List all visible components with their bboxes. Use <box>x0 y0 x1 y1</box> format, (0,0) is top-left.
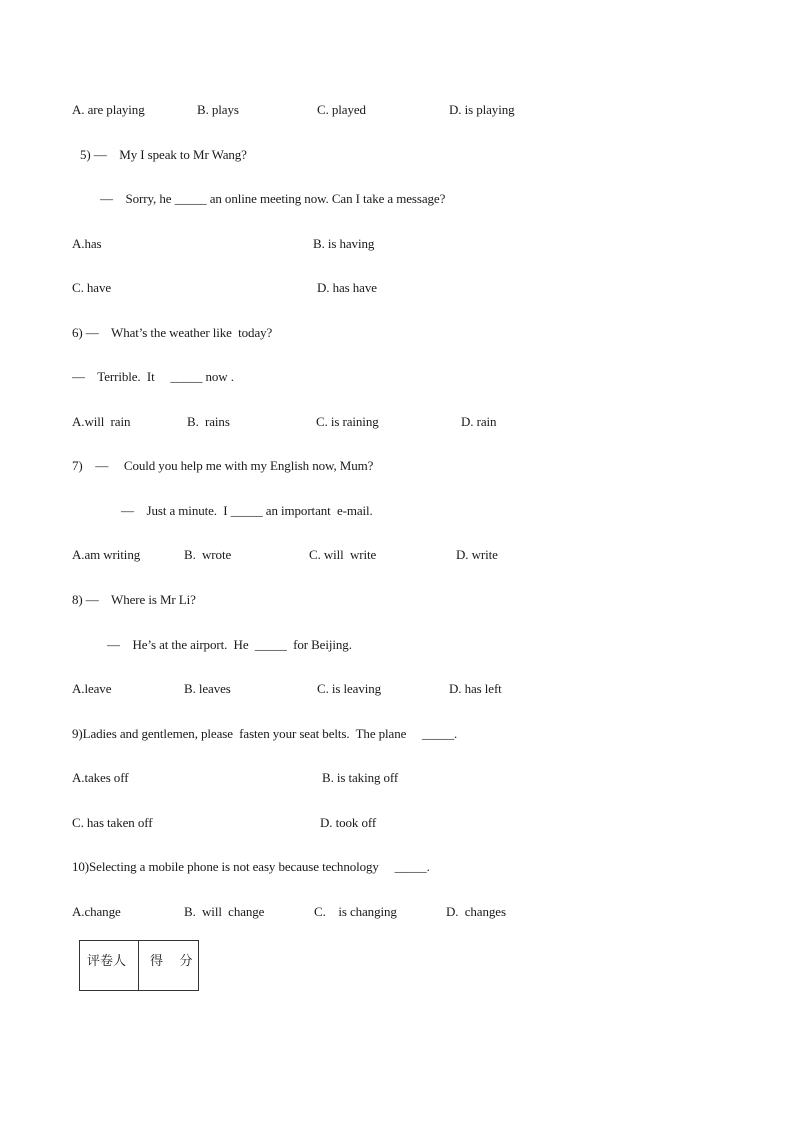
q6-option-d: D. rain <box>461 414 497 429</box>
q8-option-b: B. leaves <box>184 681 231 696</box>
q5-option-c: C. have <box>72 280 112 295</box>
q6-reply: — Terrible. It _____ now . <box>72 369 234 384</box>
q7-option-d: D. write <box>456 547 498 562</box>
q5-option-a: A.has <box>72 236 102 251</box>
q10-option-d: D. changes <box>446 904 506 919</box>
q10-option-b: B. will change <box>184 904 265 919</box>
q4-option-c: C. played <box>317 102 366 117</box>
q8-option-c: C. is leaving <box>317 681 382 696</box>
q9-option-a: A.takes off <box>72 770 129 785</box>
q8-prompt: 8) — Where is Mr Li? <box>72 592 196 607</box>
q4-option-a: A. are playing <box>72 102 145 117</box>
score-table <box>79 940 199 991</box>
q7-prompt: 7) — Could you help me with my English now, Mum? <box>72 458 374 473</box>
q10-option-c: C. is changing <box>314 904 397 919</box>
score-label: 得 分 <box>150 954 193 969</box>
q7-option-c: C. will write <box>309 547 377 562</box>
q6-prompt: 6) — What’s the weather like today? <box>72 325 273 340</box>
q5-option-b: B. is having <box>313 236 375 251</box>
q9-option-d: D. took off <box>320 815 377 830</box>
q5-reply: — Sorry, he _____ an online meeting now. Can I take a message? <box>100 191 446 206</box>
q6-option-c: C. is raining <box>316 414 379 429</box>
q10-option-a: A.change <box>72 904 121 919</box>
q8-reply: — He’s at the airport. He _____ for Beijing. <box>107 637 352 652</box>
grader-label: 评卷人 <box>87 954 127 969</box>
q7-option-b: B. wrote <box>184 547 232 562</box>
q8-option-a: A.leave <box>72 681 112 696</box>
q7-option-a: A.am writing <box>72 547 141 562</box>
q4-option-d: D. is playing <box>449 102 515 117</box>
q8-option-d: D. has left <box>449 681 502 696</box>
q6-option-b: B. rains <box>187 414 230 429</box>
q5-option-d: D. has have <box>317 280 377 295</box>
q7-reply: — Just a minute. I _____ an important e-mail. <box>121 503 373 518</box>
score-table-divider <box>138 941 139 990</box>
q6-option-a: A.will rain <box>72 414 131 429</box>
q4-option-b: B. plays <box>197 102 239 117</box>
q9-prompt: 9)Ladies and gentlemen, please fasten your seat belts. The plane _____. <box>72 726 458 741</box>
q10-prompt: 10)Selecting a mobile phone is not easy because technology _____. <box>72 859 430 874</box>
q9-option-b: B. is taking off <box>322 770 399 785</box>
q5-prompt: 5) — My I speak to Mr Wang? <box>80 147 247 162</box>
q9-option-c: C. has taken off <box>72 815 153 830</box>
